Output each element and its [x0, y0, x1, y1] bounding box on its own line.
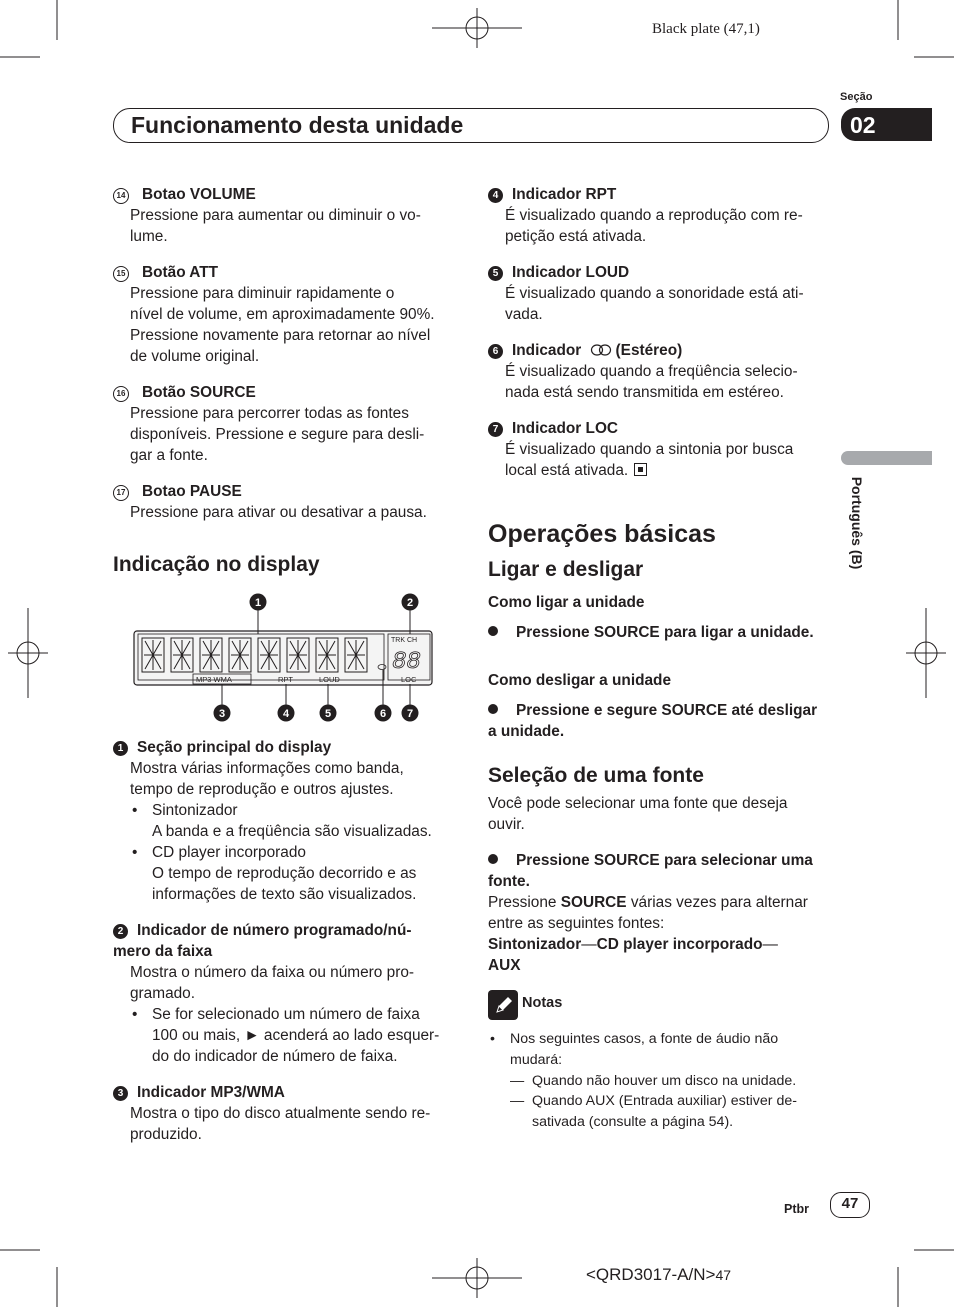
callout-3: 3 — [218, 708, 226, 720]
notes-title: Notas — [522, 995, 563, 1011]
item-stereo: 6 Indicador (Estéreo) É visualizado quando a freqüência selecio- nada está sendo transmitida em estéreo. — [488, 340, 833, 403]
right-column-indicators — [488, 184, 833, 481]
footer-lang-code: Ptbr — [784, 1202, 809, 1216]
callout-4: 4 — [282, 708, 290, 720]
notes-header — [488, 990, 833, 1020]
list-item: • Se for selecionado um número de faixa 100 ou mais, ► acenderá ao lado esquer- do do indicador de número de faixa. — [130, 1004, 463, 1067]
step-bullet-icon — [488, 854, 498, 864]
callout-6: 6 — [379, 708, 387, 720]
section-label: Seção — [840, 91, 873, 103]
como-ligar-title: Como ligar a unidade — [488, 594, 645, 611]
section-title-operacoes: Operações básicas — [488, 520, 716, 548]
item-source-title: Botão SOURCE — [142, 384, 256, 401]
trk-ch-label: TRK CH — [391, 637, 418, 644]
right-column-procedures: Como ligar a unidade Pressione SOURCE para ligar a unidade. Como desligar a unidade Pressione e segure SOURCE até desligar a unidade. Seleção de uma fonte Você pode selecionar uma fonte que deseja ouvir. Pressione SOURCE para selecionar uma fonte. Pressione SOURCE várias vezes para alternar entre as seguintes fontes: Sintonizador—CD player incorporado— AUX Notas • Nos seguintes casos, a fonte de áudio não mudará: — Quando não houver um disco na unidade. — Quando AUX (Entrada auxiliar) estiver de- sativada (consulte a página 54). — [488, 592, 833, 1133]
list-item: • Sintonizador A banda e a freqüência são visualizadas. — [130, 800, 463, 842]
step-bullet-icon — [488, 626, 498, 636]
page-number: 47 — [841, 1195, 859, 1212]
pencil-note-icon — [488, 990, 518, 1020]
item-source: 16 Botão SOURCE Pressione para percorrer todas as fontes disponíveis. Pressione e segure para desli- gar a fonte. — [113, 382, 463, 466]
section-number: 02 — [850, 112, 876, 138]
item-rpt: 4 Indicador RPT É visualizado quando a reprodução com re- petição está ativada. — [488, 184, 833, 247]
page-title: Funcionamento desta unidade — [131, 112, 464, 138]
end-mark-icon — [634, 463, 647, 476]
como-desligar-step-1: Pressione e segure SOURCE até desligar — [516, 702, 818, 719]
item-volume-title: Botao VOLUME — [142, 186, 256, 203]
como-desligar-step-2: a unidade. — [488, 723, 565, 740]
track-digits: 88 — [392, 649, 421, 676]
item-att: 15 Botão ATT Pressione para diminuir rapidamente o nível de volume, em aproximadamente 90%. Pressione novamente para retornar ao nível de volume original. — [113, 262, 463, 367]
item-pause-title: Botao PAUSE — [142, 483, 242, 500]
list-item: • CD player incorporado O tempo de reprodução decorrido e as informações de texto são visualizados. — [130, 842, 463, 905]
stereo-icon — [590, 344, 612, 356]
left-column-bottom — [113, 737, 463, 1145]
subsection-ligar: Ligar e desligar — [488, 558, 644, 581]
plate-label: Black plate (47,1) — [652, 21, 760, 37]
display-diagram — [128, 588, 438, 728]
print-code: <QRD3017-A/N>47 — [586, 1265, 732, 1284]
subsection-selecao: Seleção de uma fonte — [488, 764, 704, 787]
side-tab-language: Português (B) — [849, 476, 865, 570]
item-att-title: Botão ATT — [142, 264, 219, 281]
loud-label: LOUD — [319, 675, 340, 684]
mp3-wma-label: MP3 WMA — [196, 675, 232, 684]
callout-7: 7 — [406, 708, 414, 720]
item-loud: 5 Indicador LOUD É visualizado quando a sonoridade está ati- vada. — [488, 262, 833, 325]
callout-2: 2 — [406, 597, 414, 609]
list-item: • Nos seguintes casos, a fonte de áudio não mudará: — Quando não houver um disco na unidade. — Quando AUX (Entrada auxiliar) estiver de- sativada (consulte a página 54). — [488, 1029, 833, 1133]
item-track-number: 2 Indicador de número programado/nú- mero da faixa Mostra o número da faixa ou número pro- gramado. • Se for selecionado um número de faixa 100 ou mais, ► acenderá ao lado esquer- do do indicador de número de faixa. — [113, 920, 463, 1067]
dash-marker: — — [510, 1093, 525, 1110]
source-sequence: Sintonizador—CD player incorporado— — [488, 936, 778, 953]
item-loc: 7 Indicador LOC É visualizado quando a sintonia por busca local está ativada. — [488, 418, 833, 481]
item-main-display: 1 Seção principal do display Mostra várias informações como banda, tempo de reprodução e outros ajustes. • Sintonizador A banda e a freqüência são visualizadas. • CD player incorporado O tempo de reprodução decorrido e as informações de texto são visualizados. — [113, 737, 463, 905]
item-volume: 14 Botao VOLUME Pressione para aumentar ou diminuir o vo- lume. — [113, 184, 463, 247]
step-bullet-icon — [488, 704, 498, 714]
item-pause: 17 Botao PAUSE Pressione para ativar ou desativar a pausa. — [113, 481, 463, 523]
callout-1: 1 — [254, 597, 262, 609]
left-column-top — [113, 184, 463, 523]
callout-5: 5 — [324, 708, 332, 720]
item-mp3-wma: 3 Indicador MP3/WMA Mostra o tipo do disco atualmente sendo re- produzido. — [113, 1082, 463, 1145]
como-desligar-title: Como desligar a unidade — [488, 672, 672, 689]
dash-marker: — — [510, 1072, 525, 1089]
como-ligar-step: Pressione SOURCE para ligar a unidade. — [516, 624, 814, 641]
rpt-label: RPT — [278, 675, 293, 684]
loc-label: LOC — [401, 675, 417, 684]
display-heading: Indicação no display — [113, 553, 320, 576]
